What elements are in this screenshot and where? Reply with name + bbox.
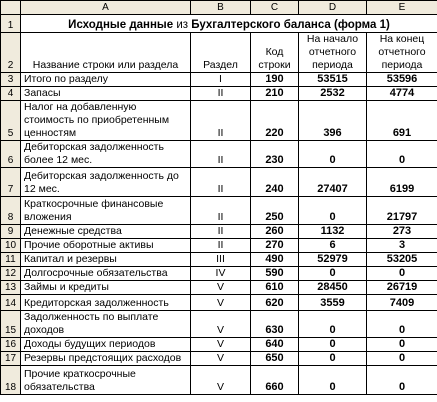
row-start-value-cell[interactable]: 53515: [299, 73, 367, 87]
row-header-12[interactable]: 12: [1, 267, 21, 281]
row-end-value-cell[interactable]: 7409: [367, 295, 437, 311]
row-section-cell[interactable]: II: [191, 141, 251, 168]
row-start-value-cell[interactable]: 0: [299, 311, 367, 338]
column-header-c[interactable]: C: [251, 1, 299, 15]
row-header-3[interactable]: 3: [1, 73, 21, 87]
column-header-a[interactable]: A: [21, 1, 191, 15]
row-name-cell[interactable]: Краткосрочные финансовые вложения: [21, 197, 191, 225]
row-code-cell[interactable]: 250: [251, 197, 299, 225]
row-name-cell[interactable]: Долгосрочные обязательства: [21, 267, 191, 281]
row-end-value-cell[interactable]: 3: [367, 239, 437, 253]
row-start-value-cell[interactable]: 0: [299, 141, 367, 168]
row-end-value-cell[interactable]: 26719: [367, 281, 437, 295]
title-plain: из: [176, 19, 189, 31]
header-code-cell[interactable]: Код строки: [251, 33, 299, 73]
table-row: [1, 168, 437, 197]
row-name-cell[interactable]: Прочие оборотные активы: [21, 239, 191, 253]
table-row: [1, 141, 437, 168]
row-start-value-cell[interactable]: 0: [299, 338, 367, 352]
column-header-d[interactable]: D: [299, 1, 367, 15]
row-header-18[interactable]: 18: [1, 366, 21, 395]
row-name-cell[interactable]: Дебиторская задолженность до 12 мес.: [21, 168, 191, 197]
row-start-value-cell[interactable]: 28450: [299, 281, 367, 295]
row-code-cell[interactable]: 590: [251, 267, 299, 281]
row-start-value-cell[interactable]: 0: [299, 352, 367, 366]
table-row: [1, 225, 437, 239]
row-header-2[interactable]: 2: [1, 33, 21, 73]
table-row: [1, 87, 437, 101]
row-end-value-cell[interactable]: 0: [367, 141, 437, 168]
row-start-value-cell[interactable]: 3559: [299, 295, 367, 311]
row-code-cell[interactable]: 260: [251, 225, 299, 239]
table-row: [1, 197, 437, 225]
row-section-cell[interactable]: IV: [191, 267, 251, 281]
row-name-cell[interactable]: Капитал и резервы: [21, 253, 191, 267]
table-row: [1, 295, 437, 311]
table-row: [1, 267, 437, 281]
table-row: [1, 239, 437, 253]
row-section-cell[interactable]: II: [191, 239, 251, 253]
row-name-cell[interactable]: Налог на добавленную стоимость по приобретенным ценностям: [21, 101, 191, 141]
row-code-cell[interactable]: 650: [251, 352, 299, 366]
row-section-cell[interactable]: V: [191, 281, 251, 295]
row-header-15[interactable]: 15: [1, 311, 21, 338]
row-header-11[interactable]: 11: [1, 253, 21, 267]
row-header-13[interactable]: 13: [1, 281, 21, 295]
row-header-9[interactable]: 9: [1, 225, 21, 239]
table-row: [1, 338, 437, 352]
row-name-cell[interactable]: Денежные средства: [21, 225, 191, 239]
title-bold-2: Бухгалтерского баланса (форма 1): [191, 19, 390, 31]
sheet-title[interactable]: [21, 15, 437, 33]
header-end-cell[interactable]: На конец отчетного периода: [367, 33, 437, 73]
row-code-cell[interactable]: 190: [251, 73, 299, 87]
row-end-value-cell[interactable]: 691: [367, 101, 437, 141]
row-header-8[interactable]: 8: [1, 197, 21, 225]
row-start-value-cell[interactable]: 27407: [299, 168, 367, 197]
row-section-cell[interactable]: II: [191, 197, 251, 225]
row-header-7[interactable]: 7: [1, 168, 21, 197]
row-name-cell[interactable]: Задолженность по выплате доходов: [21, 311, 191, 338]
table-row: [1, 366, 437, 395]
row-section-cell[interactable]: V: [191, 366, 251, 395]
row-code-cell[interactable]: 610: [251, 281, 299, 295]
row-header-4[interactable]: 4: [1, 87, 21, 101]
row-name-cell[interactable]: Резервы предстоящих расходов: [21, 352, 191, 366]
select-all-corner[interactable]: [1, 1, 21, 15]
row-section-cell[interactable]: V: [191, 311, 251, 338]
row-name-cell[interactable]: Займы и кредиты: [21, 281, 191, 295]
table-row: [1, 281, 437, 295]
row-end-value-cell[interactable]: 0: [367, 352, 437, 366]
table-row: [1, 311, 437, 338]
row-header-5[interactable]: 5: [1, 101, 21, 141]
row-end-value-cell[interactable]: 4774: [367, 87, 437, 101]
row-code-cell[interactable]: 230: [251, 141, 299, 168]
row-section-cell[interactable]: V: [191, 338, 251, 352]
header-section-cell[interactable]: Раздел: [191, 33, 251, 73]
row-header-1[interactable]: 1: [1, 15, 21, 33]
row-code-cell[interactable]: 220: [251, 101, 299, 141]
row-end-value-cell[interactable]: 21797: [367, 197, 437, 225]
column-header-e[interactable]: E: [367, 1, 437, 15]
column-header-b[interactable]: B: [191, 1, 251, 15]
row-section-cell[interactable]: II: [191, 225, 251, 239]
row-section-cell[interactable]: II: [191, 101, 251, 141]
table-row: [1, 352, 437, 366]
row-start-value-cell[interactable]: 0: [299, 267, 367, 281]
row-header-14[interactable]: 14: [1, 295, 21, 311]
row-start-value-cell[interactable]: 1132: [299, 225, 367, 239]
row-code-cell[interactable]: 630: [251, 311, 299, 338]
row-end-value-cell[interactable]: 0: [367, 366, 437, 395]
row-end-value-cell[interactable]: 273: [367, 225, 437, 239]
row-section-cell[interactable]: III: [191, 253, 251, 267]
row-start-value-cell[interactable]: 52979: [299, 253, 367, 267]
row-code-cell[interactable]: 210: [251, 87, 299, 101]
row-start-value-cell[interactable]: 0: [299, 197, 367, 225]
row-start-value-cell[interactable]: 396: [299, 101, 367, 141]
row-end-value-cell[interactable]: 53205: [367, 253, 437, 267]
row-section-cell[interactable]: V: [191, 352, 251, 366]
row-section-cell[interactable]: V: [191, 295, 251, 311]
row-end-value-cell[interactable]: 0: [367, 338, 437, 352]
row-end-value-cell[interactable]: 0: [367, 311, 437, 338]
row-name-cell[interactable]: Доходы будущих периодов: [21, 338, 191, 352]
row-name-cell[interactable]: Кредиторская задолженность: [21, 295, 191, 311]
row-end-value-cell[interactable]: 53596: [367, 73, 437, 87]
table-row: [1, 73, 437, 87]
row-code-cell[interactable]: 660: [251, 366, 299, 395]
row-end-value-cell[interactable]: 0: [367, 267, 437, 281]
row-code-cell[interactable]: 490: [251, 253, 299, 267]
row-section-cell[interactable]: II: [191, 87, 251, 101]
row-section-cell[interactable]: I: [191, 73, 251, 87]
row-code-cell[interactable]: 640: [251, 338, 299, 352]
row-start-value-cell[interactable]: 2532: [299, 87, 367, 101]
row-name-cell[interactable]: Итого по разделу: [21, 73, 191, 87]
row-start-value-cell[interactable]: 6: [299, 239, 367, 253]
table-row: [1, 253, 437, 267]
row-header-16[interactable]: 16: [1, 338, 21, 352]
title-bold-1: Исходные данные: [68, 19, 174, 31]
row-header-17[interactable]: 17: [1, 352, 21, 366]
table-row: [1, 101, 437, 141]
row-header-10[interactable]: 10: [1, 239, 21, 253]
row-name-cell[interactable]: Прочие краткосрочные обязательства: [21, 366, 191, 395]
row-end-value-cell[interactable]: 6199: [367, 168, 437, 197]
row-section-cell[interactable]: II: [191, 168, 251, 197]
header-name-cell[interactable]: Название строки или раздела: [21, 33, 191, 73]
row-name-cell[interactable]: Дебиторская задолженность более 12 мес.: [21, 141, 191, 168]
row-code-cell[interactable]: 270: [251, 239, 299, 253]
row-header-6[interactable]: 6: [1, 141, 21, 168]
header-start-cell[interactable]: На начало отчетного периода: [299, 33, 367, 73]
row-start-value-cell[interactable]: 0: [299, 366, 367, 395]
row-name-cell[interactable]: Запасы: [21, 87, 191, 101]
row-code-cell[interactable]: 620: [251, 295, 299, 311]
row-code-cell[interactable]: 240: [251, 168, 299, 197]
